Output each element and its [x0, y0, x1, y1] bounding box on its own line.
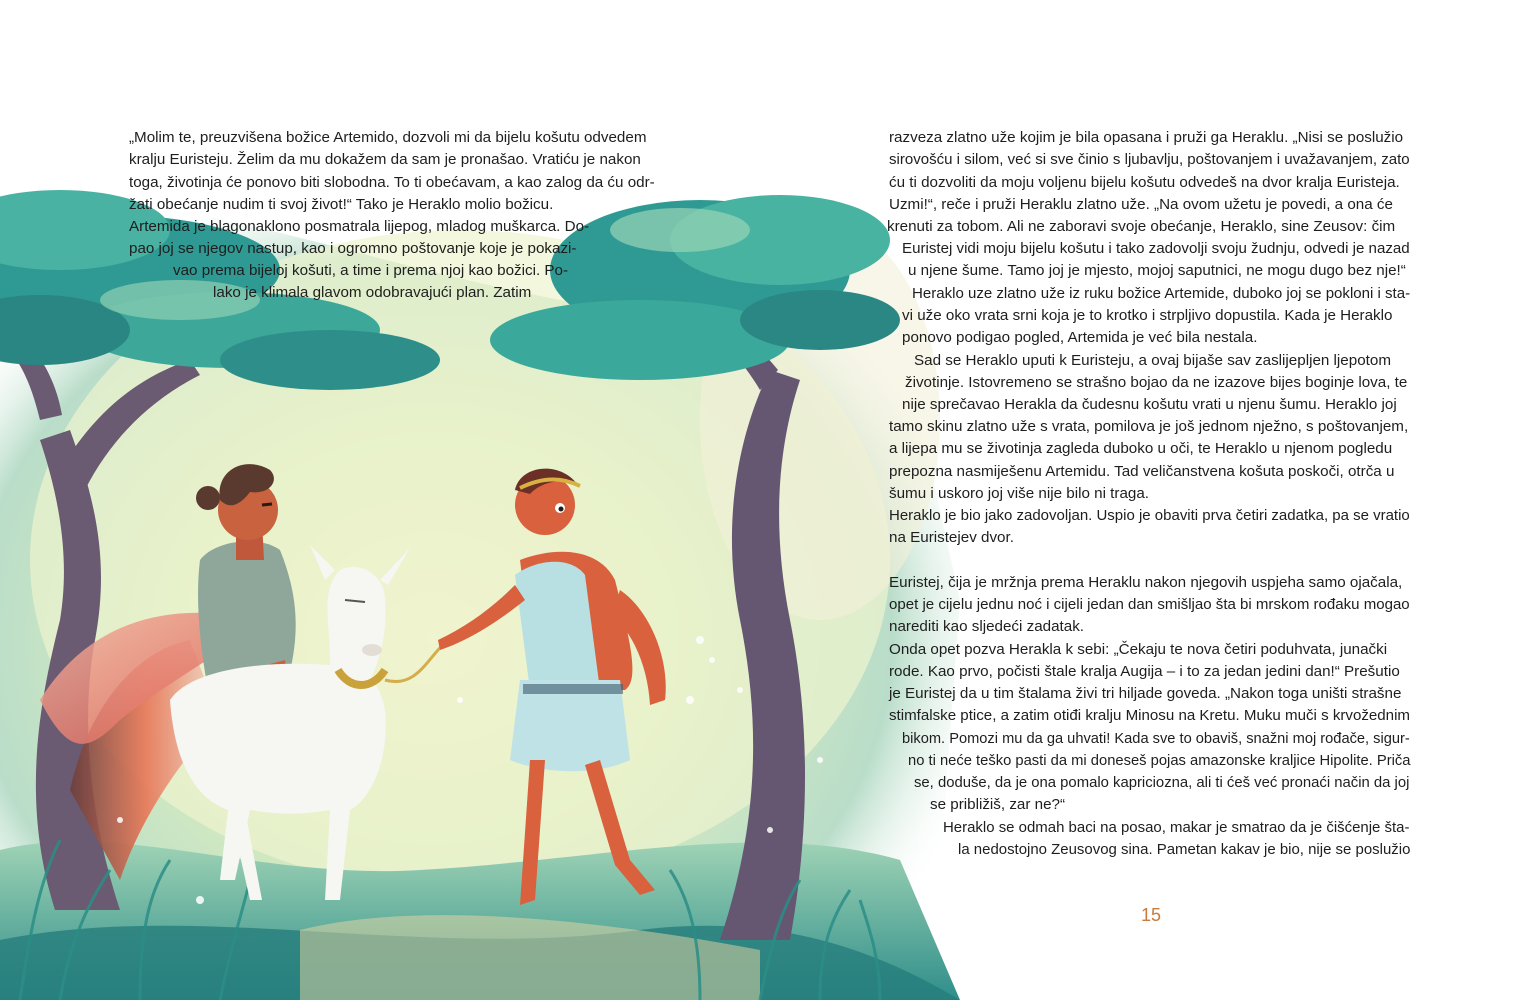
page-number: 15 — [1141, 905, 1162, 925]
text-line: se, doduše, da je ona pomalo kapriciozna, ali ti ćeš već pronaći način da joj — [914, 774, 1410, 791]
text-line: sirovošću i silom, već si sve činio s ljubavlju, poštovanjem i uvažavanjem, zato — [889, 151, 1410, 168]
text-line: opet je cijelu jednu noć i cijeli jedan dan smišljao šta bi mrskom rođaku mogao — [889, 596, 1410, 613]
text-line: pao joj se njegov nastup, kao i ogromno poštovanje koje je pokazi- — [129, 240, 577, 257]
text-line: na Euristejev dvor. — [889, 529, 1014, 546]
text-line: nije sprečavao Herakla da čudesnu košutu vrati u njenu šumu. Heraklo joj — [902, 396, 1397, 413]
text-line: razveza zlatno uže kojim je bila opasana i pruži ga Heraklu. „Nisi se poslužio — [889, 129, 1404, 146]
text-line: ću ti dozvoliti da moju voljenu bijelu košutu odvedeš na dvor kralja Euristeja. — [889, 174, 1400, 191]
text-line: tamo skinu zlatno uže s vrata, pomilova je još jednom nježno, s poštovanjem, — [889, 418, 1409, 435]
text-line: „Molim te, preuzvišena božice Artemido, dozvoli mi da bijelu košutu odvedem — [129, 129, 647, 146]
text-line: a lijepa mu se životinja zagleda duboko u oči, te Heraklo u njenom pogledu — [889, 440, 1393, 457]
text-line: žati obećanje nudim ti svoj život!“ Tako je Heraklo molio božicu. — [129, 196, 554, 213]
text-line: prepozna nasmiješenu Artemidu. Tad veličanstvena košuta poskoči, otrča u — [889, 463, 1395, 480]
text-line: Heraklo se odmah baci na posao, makar je smatrao da je čišćenje šta- — [943, 819, 1410, 836]
text-line: la nedostojno Zeusovog sina. Pametan kakav je bio, nije se poslužio — [958, 841, 1411, 858]
text-line: u njene šume. Tamo joj je mjesto, mojoj saputnici, ne mogu dugo bez nje!“ — [908, 262, 1406, 279]
text-line: narediti kao sljedeći zadatak. — [889, 618, 1085, 635]
text-line: vao prema bijeloj košuti, a time i prema njoj kao božici. Po- — [173, 262, 569, 279]
text-line: Sad se Heraklo uputi k Euristeju, a ovaj bijaše sav zaslijepljen ljepotom — [914, 352, 1391, 369]
text-line: Heraklo je bio jako zadovoljan. Uspio je obaviti prva četiri zadatka, pa se vratio — [889, 507, 1410, 524]
text-line: stimfalske ptice, a zatim otiđi kralju Minosu na Kretu. Muku muči s krvožednim — [889, 707, 1411, 724]
text-line: kralju Euristeju. Želim da mu dokažem da sam je pronašao. Vratiću je nakon — [129, 151, 641, 168]
text-line: Heraklo uze zlatno uže iz ruku božice Artemide, duboko joj se pokloni i sta- — [912, 285, 1411, 302]
text-line: Uzmi!“, reče i pruži Heraklu zlatno uže. „Na ovom užetu je povedi, a ona će — [889, 196, 1393, 213]
text-line: šumu i uskoro joj više nije bilo ni traga. — [889, 485, 1149, 502]
text-line: no ti neće teško pasti da mi doneseš pojas amazonske kraljice Hipolite. Priča — [908, 752, 1411, 769]
text-line: rode. Kao prvo, počisti štale kralja Augija – i to za jedan jedini dan!“ Prešutio — [889, 663, 1400, 680]
text-line: je Euristej da u tim štalama živi tri hiljade goveda. „Nakon toga uništi strašne — [889, 685, 1402, 702]
text-line: se približiš, zar ne?“ — [930, 796, 1066, 813]
text-line: Onda opet pozva Herakla k sebi: „Čekaju te nova četiri poduhvata, junački — [889, 641, 1388, 658]
text-line: životinje. Istovremeno se strašno bojao da ne izazove bijes boginje lova, te — [905, 374, 1408, 391]
text-line: bikom. Pomozi mu da ga uhvati! Kada sve to obaviš, snažni moj rođače, sigur- — [902, 730, 1410, 747]
text-line: vi uže oko vrata srni koja je to krotko i strpljivo dopustila. Kada je Heraklo — [902, 307, 1393, 324]
text-line: Euristej, čija je mržnja prema Heraklu nakon njegovih uspjeha samo ojačala, — [889, 574, 1403, 591]
text-line: ponovo podigao pogled, Artemida je već bila nestala. — [902, 329, 1258, 346]
text-line: Artemida je blagonaklono posmatrala lijepog, mladog muškarca. Do- — [129, 218, 590, 235]
text-line: Euristej vidi moju bijelu košutu i tako zadovolji svoju žudnju, odvedi je nazad — [902, 240, 1410, 257]
text-line: toga, životinja će ponovo biti slobodna. To ti obećavam, a kao zalog da ću odr- — [129, 174, 655, 191]
text-line: lako je klimala glavom odobravajući plan. Zatim — [213, 284, 532, 301]
text-line: krenuti za tobom. Ali ne zaboravi svoje obećanje, Heraklo, sine Zeusov: čim — [887, 218, 1396, 235]
